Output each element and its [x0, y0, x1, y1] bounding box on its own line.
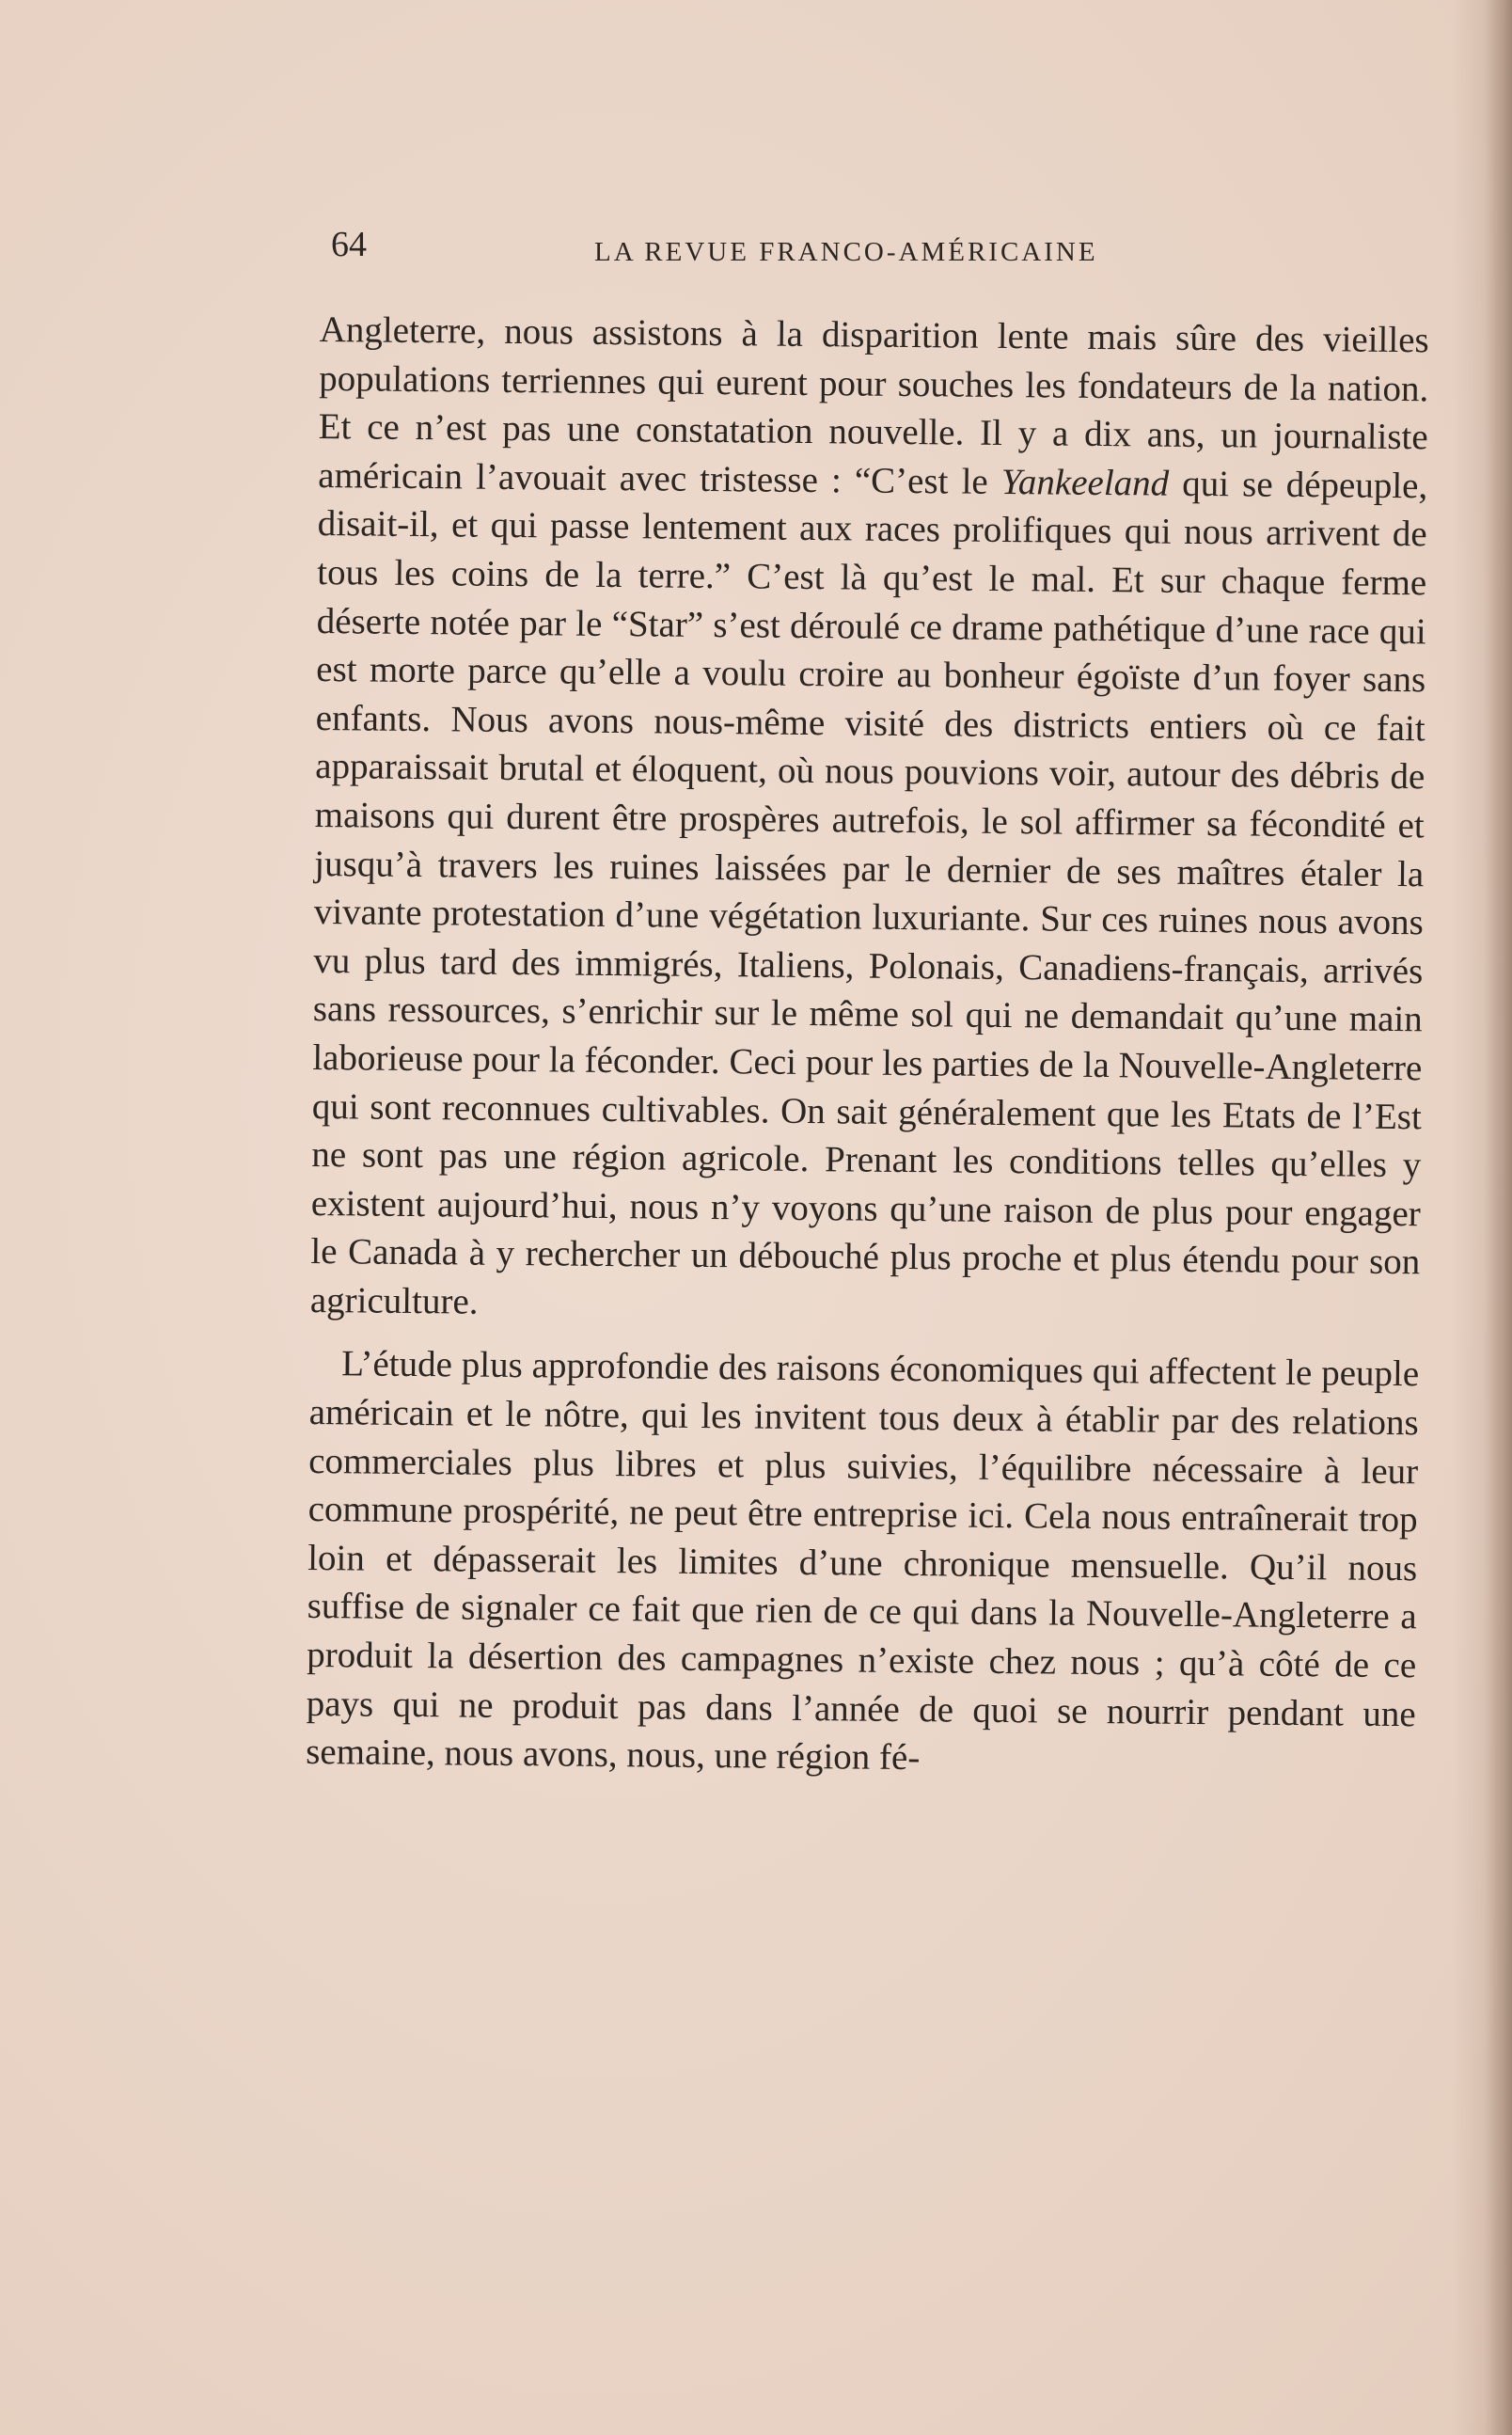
paragraph-1-text-b: qui se dépeuple, disait-il, et qui passe lentement aux races prolifiques qui nous arrivent de tous les coins de la terre.” C’est là qu’est le mal. Et sur chaque ferme déserte notée par le “Star” s’est déroulé ce drame pathétique d’une race qui est morte parce qu’elle a voulu croire au bonheur égoïste d’un foyer sans enfants. Nous avons nous-même visité des districts entiers où ce fait apparaissait brutal et éloquent, où nous pouvions voir, autour des débris de maisons qui durent être prospères autrefois, le sol affirmer sa fécondité et jusqu’à travers les ruines laissées par le dernier de ses maîtres étaler la vivante protestation d’une végétation luxuriante. Sur ces ruines nous avons vu plus tard des immigrés, Italiens, Polonais, Canadiens-français, arrivés sans ressources, s’enrichir sur le même sol qui ne demandait qu’une main laborieuse pour la féconder. Ceci pour les parties de la Nouvelle-Angleterre qui sont reconnues cultivables. On sait généralement que les Etats de l’Est ne sont pas une région agricole. Prenant les conditions telles qu’elles y existent aujourd’hui, nous n’y voyons qu’une raison de plus pour engager le Canada à y rechercher un débouché plus proche et plus étendu pour son agriculture. — [309, 463, 1428, 1322]
running-title: LA REVUE FRANCO-AMÉRICAINE — [594, 237, 1098, 267]
body-text — [306, 306, 1429, 1787]
paragraph-1-text-a: Angleterre, nous assistons à la disparition lente mais sûre des vieilles populations terriennes qui eurent pour souches les fondateurs de la nation. Et ce n’est pas une constatation nouvelle. Il y a dix ans, un journaliste américain l’avouait avec tristesse : “C’est le — [318, 308, 1429, 502]
paragraph-1 — [310, 306, 1429, 1336]
page-header — [331, 224, 1431, 280]
paragraph-2: L’étude plus approfondie des raisons économiques qui affectent le peuple américain et le nôtre, qui les invitent tous deux à établir par des relations commerciales plus libres et plus suivies, l’équilibre nécessaire à leur commune prospérité, ne peut être entreprise ici. Cela nous entraînerait trop loin et dépasserait les limites d’une chronique mensuelle. Qu’il nous suffise de signaler ce fait que rien de ce qui dans la Nouvelle-Angleterre a produit la désertion des campagnes n’existe chez nous ; qu’à côté de ce pays qui ne produit pas dans l’année de quoi se nourrir pendant une semaine, nous avons, nous, une région fé- — [306, 1343, 1420, 1779]
page-edge-shadow — [1484, 0, 1512, 2435]
page-number: 64 — [331, 225, 367, 264]
italic-term: Yankeeland — [1000, 461, 1170, 504]
